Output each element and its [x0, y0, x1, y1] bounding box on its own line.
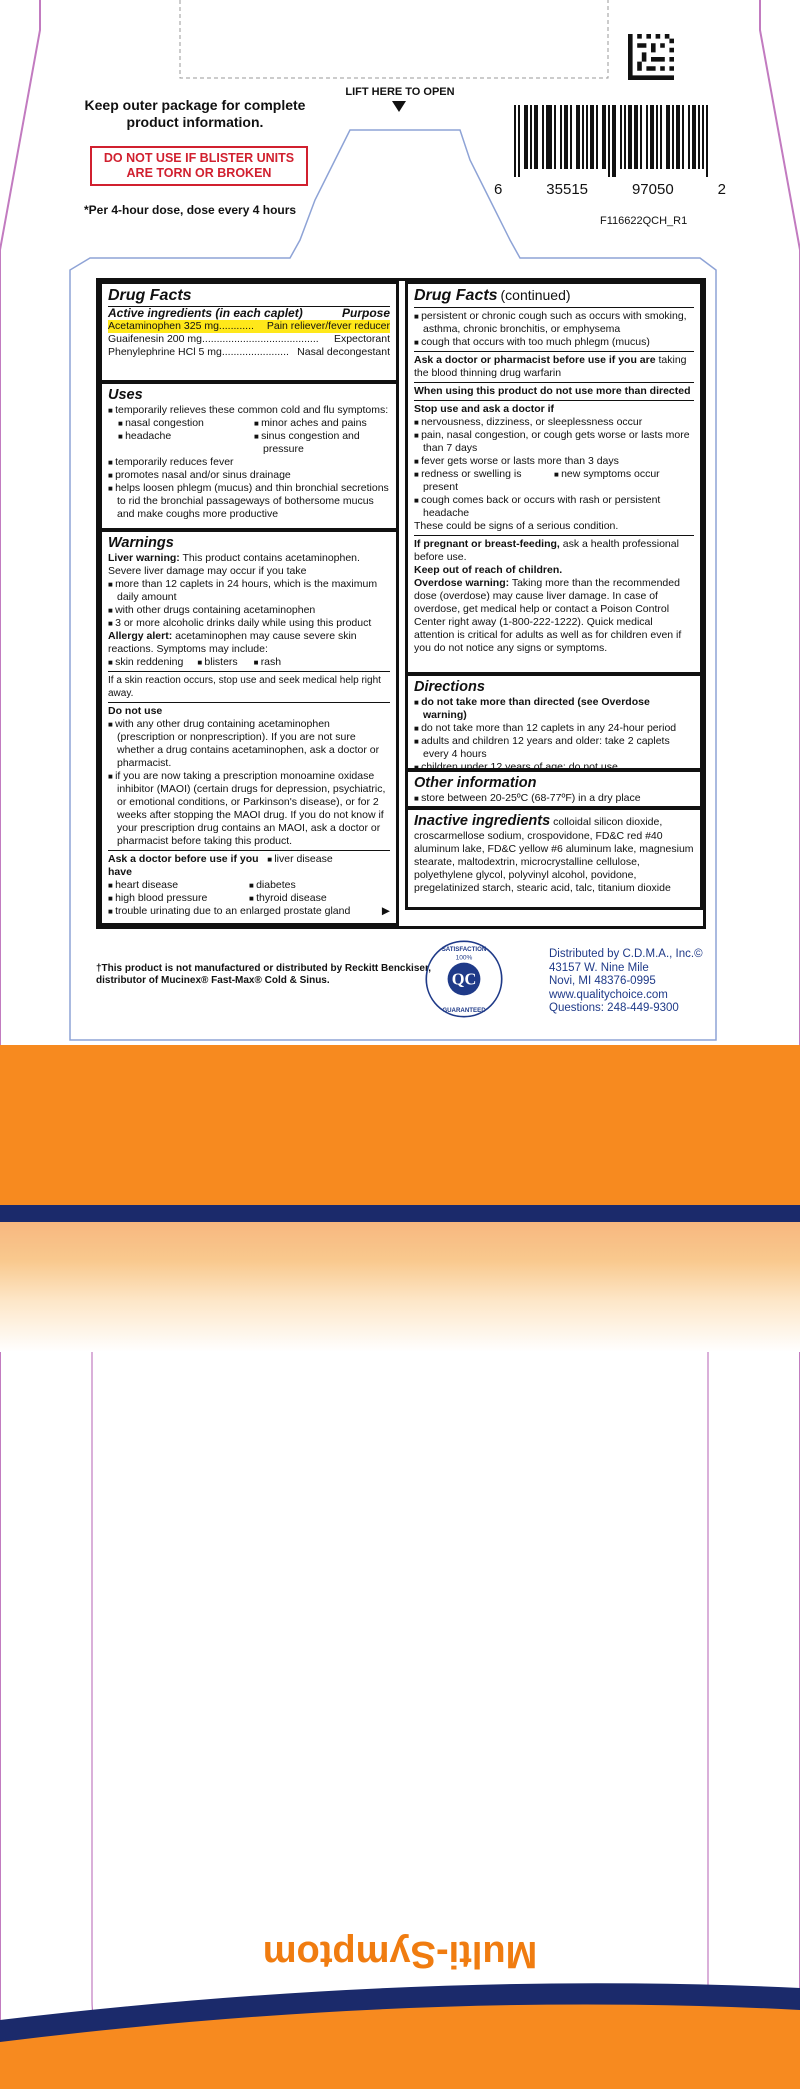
other-information-title: Other information — [414, 775, 537, 791]
continued-section — [405, 281, 703, 675]
list-item: ■ blisters — [197, 656, 239, 669]
list-item: ■ high blood pressure — [108, 892, 249, 905]
lift-here-label[interactable]: LIFT HERE TO OPEN — [345, 86, 455, 98]
do-not-use-title: Do not use — [108, 705, 163, 717]
list-item: ■ do not take more than directed (see Overdose warning) — [414, 696, 694, 722]
upc-digit-2: 35515 — [546, 181, 589, 198]
liver-warning-text: This product contains acetaminophen. Severe liver damage may occur if you take — [108, 552, 360, 577]
list-item: ■ nervousness, dizziness, or sleeplessness occur — [414, 416, 694, 429]
honeycomb-gradient — [0, 1222, 800, 1352]
warnings-section — [99, 529, 399, 926]
list-item: ■ thyroid disease — [249, 892, 390, 905]
distributor-info: Distributed by C.D.M.A., Inc.© 43157 W. Nine Mile Novi, MI 48376-0995 www.qualitychoice.com Questions: 248-449-9300 — [549, 948, 703, 1014]
drug-facts-title: Drug Facts — [108, 287, 192, 304]
orange-band — [0, 1045, 800, 1205]
list-item: ■ 3 or more alcoholic drinks daily while using this product — [108, 617, 390, 630]
active-ingredients-section — [99, 281, 399, 383]
ingredient-row: Guaifenesin 200 mg........................................ Expectorant — [108, 333, 390, 345]
list-item: ■ temporarily relieves these common cold and flu symptoms: — [108, 404, 390, 417]
product-name-upside-down: Multi-Symptom — [262, 1933, 538, 1975]
lot-code: F116622QCH_R1 — [600, 215, 688, 227]
serious-condition-note: These could be signs of a serious condition. — [414, 520, 619, 532]
inactive-text: colloidal silicon dioxide, croscarmellose sodium, crospovidone, FD&C red #40 aluminum lake, FD&C yellow #6 aluminum lake, magnesium stearate, maltodextrin, microcrystalline cellulose, polyethylene glycol, polyvinyl alcohol, povidone, pregelatinized starch, stearic acid, talc, titanium dioxide — [414, 816, 694, 894]
list-item: ■ skin reddening — [108, 656, 183, 669]
list-item: ■ nasal congestion — [118, 417, 254, 430]
list-item: ■ children under 12 years of age: do not use — [414, 761, 694, 774]
stop-use-title: Stop use and ask a doctor if — [414, 403, 555, 415]
list-item: ■ helps loosen phlegm (mucus) and thin bronchial secretions to rid the bronchial passageways of bothersome mucus and make coughs more productive — [108, 482, 390, 521]
list-item: ■ store between 20-25ºC (68-77ºF) in a dry place — [414, 792, 694, 805]
continued-title: Drug Facts — [414, 287, 498, 304]
upc-digits — [494, 181, 726, 198]
ingredient-row: Acetaminophen 325 mg............ Pain reliever/fever reducer — [108, 320, 390, 332]
skin-reaction-note: If a skin reaction occurs, stop use and seek medical help right away. — [108, 675, 381, 699]
continued-suffix: (continued) — [500, 287, 571, 303]
list-item: ■ with any other drug containing acetaminophen (prescription or nonprescription). If you are not sure whether a drug contains acetaminophen, ask a doctor or pharmacist. — [108, 718, 390, 770]
drug-facts-panel — [96, 278, 706, 929]
directions-title: Directions — [414, 679, 485, 695]
ask-pharmacist-label: Ask a doctor or pharmacist before use if you are — [414, 354, 656, 366]
upc-digit-1: 6 — [494, 181, 503, 198]
pregnant-label: If pregnant or breast-feeding, — [414, 538, 560, 550]
upc-digit-4: 2 — [717, 181, 726, 198]
continue-arrow-icon: ▶ — [381, 905, 390, 917]
list-item: ■ do not take more than 12 caplets in any 24-hour period — [414, 722, 694, 735]
seal-top-text: SATISFACTION — [441, 946, 487, 954]
ingredient-row: Phenylephrine HCl 5 mg....................... Nasal decongestant — [108, 346, 390, 358]
allergy-text: acetaminophen may cause severe skin reactions. Symptoms may include: — [108, 630, 357, 655]
upc-digit-3: 97050 — [631, 181, 674, 198]
list-item: ■ temporarily reduces fever — [108, 456, 390, 469]
list-item: ■ if you are now taking a prescription monoamine oxidase inhibitor (MAOI) (certain drugs for depression, psychiatric, or emotional conditions, or Parkinson's disease), or for 2 weeks after stopping the MAOI drug. If you do not know if your prescription drug contains an MAOI, ask a doctor or pharmacist before taking this product. — [108, 770, 390, 848]
seal-percent: 100% — [455, 954, 473, 962]
list-item: ■ sinus congestion and pressure — [254, 430, 390, 456]
keep-out-note: Keep out of reach of children. — [414, 564, 563, 576]
list-item: ■ adults and children 12 years and older: take 2 caplets every 4 hours — [414, 735, 694, 761]
navy-stripe — [0, 1205, 800, 1222]
list-item: ■ headache — [118, 430, 254, 456]
liver-warning-label: Liver warning: — [108, 552, 180, 564]
datamatrix-code — [628, 34, 674, 80]
list-item: ■ persistent or chronic cough such as occurs with smoking, asthma, chronic bronchitis, or emphysema — [414, 310, 694, 336]
directions-section — [405, 673, 703, 771]
list-item: ■ cough that occurs with too much phlegm (mucus) — [414, 336, 694, 349]
purpose-header: Purpose — [341, 306, 390, 320]
list-item: ■ pain, nasal congestion, or cough gets worse or lasts more than 7 days — [414, 429, 694, 455]
list-item: ■ redness or swelling is present — [414, 468, 554, 494]
not-manufactured-note: †This product is not manufactured or distributed by Reckitt Benckiser, distributor of Mucinex® Fast-Max® Cold & Sinus. — [96, 963, 432, 986]
list-item: ■ with other drugs containing acetaminophen — [108, 604, 390, 617]
when-using-note: When using this product do not use more than directed — [414, 385, 691, 397]
uses-section — [99, 381, 399, 531]
down-arrow-icon — [392, 101, 406, 112]
list-item: ■ diabetes — [249, 879, 390, 892]
overdose-text: Taking more than the recommended dose (overdose) may cause liver damage. In case of overdose, get medical help or contact a Poison Control Center right away (1-800-222-1222). Quick medical attention is critical for adults as well as for children even if you do not notice any signs or symptoms. — [414, 577, 682, 654]
inactive-title: Inactive ingredients — [414, 813, 551, 829]
active-ingredients-header: Active ingredients (in each caplet) — [108, 306, 303, 320]
list-item: ■ cough comes back or occurs with rash or persistent headache — [414, 494, 694, 520]
list-item: ■ heart disease — [108, 879, 249, 892]
other-information-section — [405, 769, 703, 809]
inactive-ingredients-section — [405, 807, 703, 910]
upc-barcode — [514, 105, 710, 177]
qc-logo: QC — [451, 969, 477, 989]
keep-package-note: Keep outer package for complete product information. — [84, 97, 306, 130]
seal-bottom-text: GUARANTEED — [442, 1006, 486, 1014]
pregnant-text: ask a health professional before use. — [414, 538, 679, 563]
uses-title: Uses — [108, 387, 143, 403]
list-item: ■ rash — [254, 656, 283, 669]
list-item: ■ fever gets worse or lasts more than 3 days — [414, 455, 694, 468]
list-item: ■ trouble urinating due to an enlarged prostate gland — [108, 905, 350, 918]
warnings-title: Warnings — [108, 535, 174, 551]
list-item: ■ new symptoms occur — [554, 468, 694, 494]
list-item: ■ minor aches and pains — [254, 417, 390, 430]
ask-doctor-title: Ask a doctor before use if you have — [108, 853, 259, 878]
ask-pharmacist-text: taking the blood thinning drug warfarin — [414, 354, 687, 379]
list-item: ■ more than 12 caplets in 24 hours, which is the maximum daily amount — [108, 578, 390, 604]
list-item: ■ liver disease — [267, 853, 390, 879]
satisfaction-seal — [423, 938, 505, 1020]
overdose-label: Overdose warning: — [414, 577, 510, 589]
bottom-swoosh — [0, 1980, 800, 2089]
blister-warning: DO NOT USE IF BLISTER UNITS ARE TORN OR BROKEN — [90, 146, 308, 186]
allergy-label: Allergy alert: — [108, 630, 173, 642]
list-item: ■ promotes nasal and/or sinus drainage — [108, 469, 390, 482]
per-dose-note: *Per 4-hour dose, dose every 4 hours — [84, 203, 297, 217]
